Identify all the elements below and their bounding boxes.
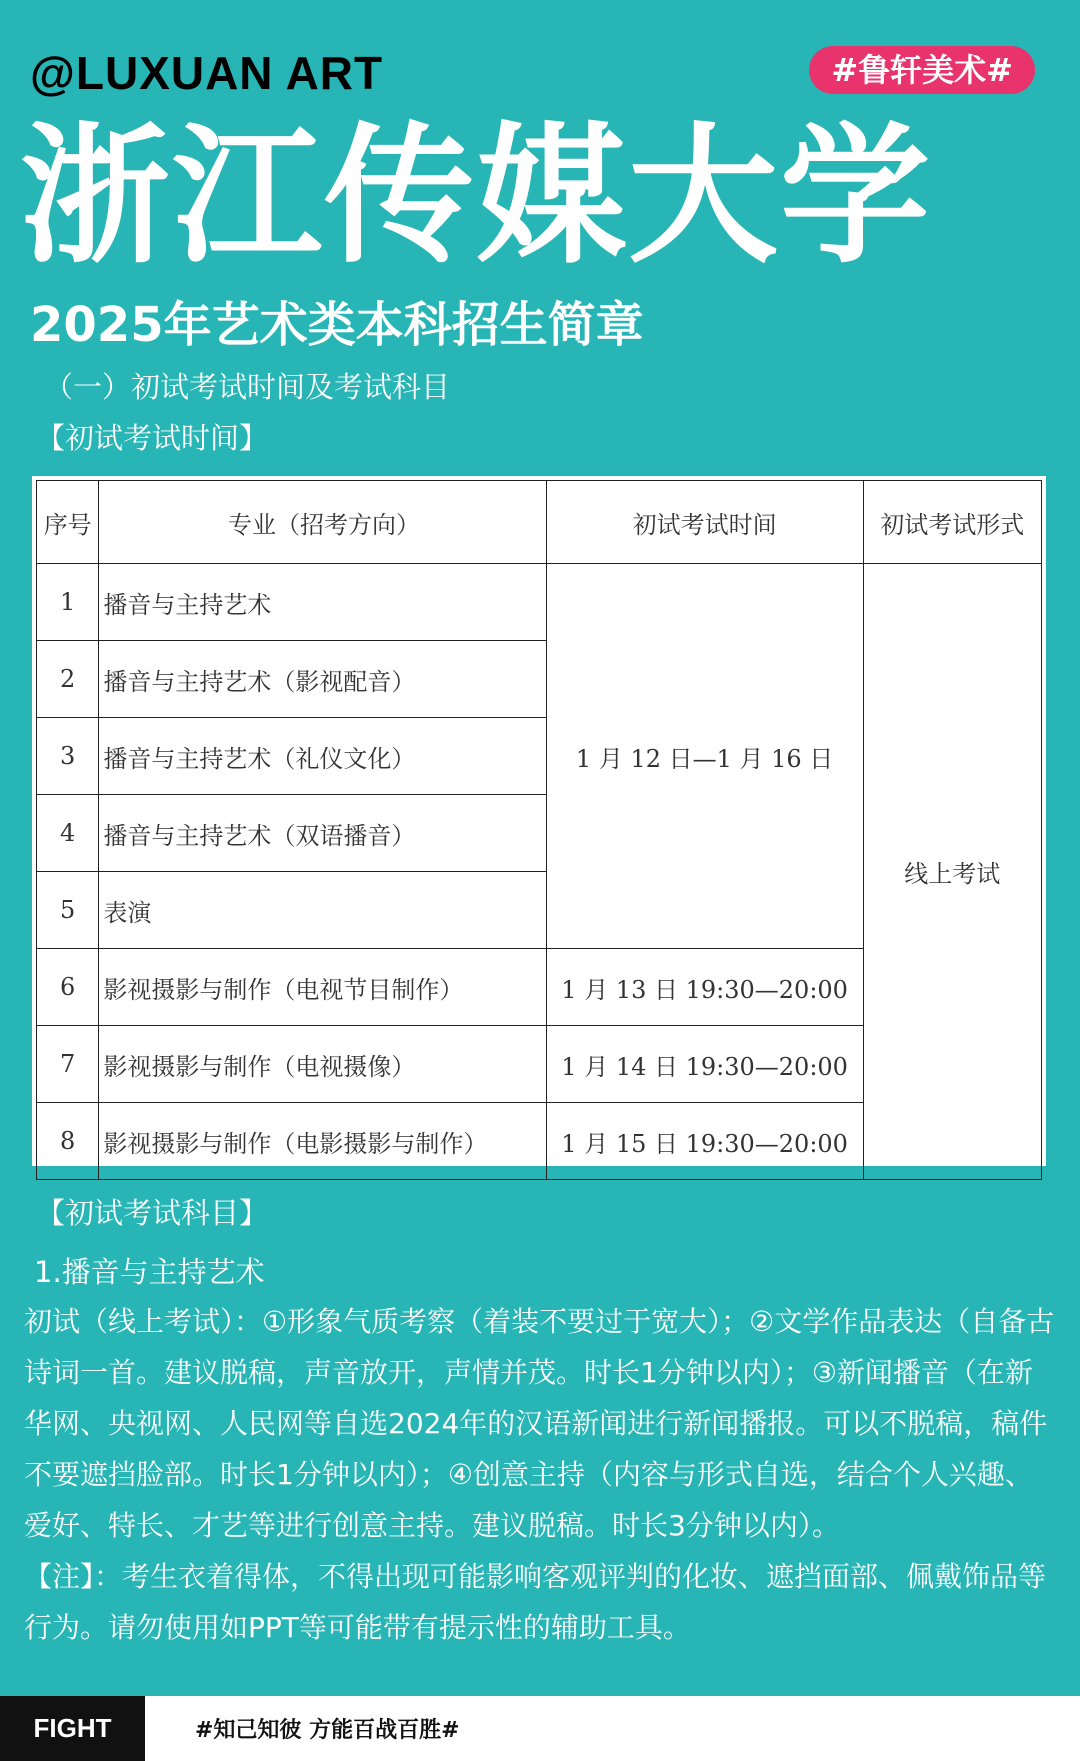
merged-exam-form: 线上考试	[863, 564, 1041, 1180]
row-major: 表演	[99, 872, 546, 949]
row-time: 1 月 13 日 19:30—20:00	[546, 949, 863, 1026]
row-number: 1	[37, 564, 99, 641]
row-number: 7	[37, 1026, 99, 1103]
row-major: 播音与主持艺术	[99, 564, 546, 641]
row-major: 播音与主持艺术（礼仪文化）	[99, 718, 546, 795]
table-row	[37, 564, 1042, 641]
subject-description	[24, 1296, 1060, 1653]
exam-schedule-table	[32, 476, 1046, 1166]
row-major: 影视摄影与制作（电影摄影与制作）	[99, 1103, 546, 1180]
page-title: 浙江传媒大学	[20, 110, 933, 284]
section-subheading-time: 【初试考试时间】	[36, 421, 269, 455]
row-number: 2	[37, 641, 99, 718]
row-major: 播音与主持艺术（影视配音）	[99, 641, 546, 718]
page-subtitle: 2025年艺术类本科招生简章	[30, 297, 644, 353]
exam-content-paragraph: 初试（线上考试）：①形象气质考察（着装不要过于宽大）；②文学作品表达（自备古诗词一首。建议脱稿，声音放开，声情并茂。时长1分钟以内）；③新闻播音（在新华网、央视网、人民网等自选2024年的汉语新闻进行新闻播报。可以不脱稿，稿件不要遮挡脸部。时长1分钟以内）；④创意主持（内容与形式自选，结合个人兴趣、爱好、特长、才艺等进行创意主持。建议脱稿。时长3分钟以内）。	[24, 1305, 1055, 1542]
subject-title: 1.播音与主持艺术	[34, 1255, 265, 1289]
hashtag-badge: #鲁轩美术#	[809, 46, 1035, 94]
exam-note-paragraph: 【注】：考生衣着得体，不得出现可能影响客观评判的化妆、遮挡面部、佩戴饰品等行为。请勿使用如PPT等可能带有提示性的辅助工具。	[24, 1560, 1047, 1644]
row-major: 影视摄影与制作（电视摄像）	[99, 1026, 546, 1103]
table-header-row	[37, 481, 1042, 564]
row-major: 影视摄影与制作（电视节目制作）	[99, 949, 546, 1026]
row-time: 1 月 15 日 19:30—20:00	[546, 1103, 863, 1180]
row-number: 3	[37, 718, 99, 795]
header-number: 序号	[37, 481, 99, 564]
header-form: 初试考试形式	[863, 481, 1041, 564]
header-major: 专业（招考方向）	[99, 481, 546, 564]
section-heading-subjects: 【初试考试科目】	[36, 1196, 269, 1230]
brand-handle: @LUXUAN ART	[30, 47, 384, 99]
section-heading-exam: （一）初试考试时间及考试科目	[44, 370, 451, 404]
merged-exam-time: 1 月 12 日—1 月 16 日	[546, 564, 863, 949]
row-number: 4	[37, 795, 99, 872]
row-number: 8	[37, 1103, 99, 1180]
row-time: 1 月 14 日 19:30—20:00	[546, 1026, 863, 1103]
footer-slogan: #知己知彼 方能百战百胜#	[145, 1696, 1080, 1761]
header-time: 初试考试时间	[546, 481, 863, 564]
row-number: 5	[37, 872, 99, 949]
row-major: 播音与主持艺术（双语播音）	[99, 795, 546, 872]
row-number: 6	[37, 949, 99, 1026]
footer-fight-label: FIGHT	[0, 1696, 145, 1761]
